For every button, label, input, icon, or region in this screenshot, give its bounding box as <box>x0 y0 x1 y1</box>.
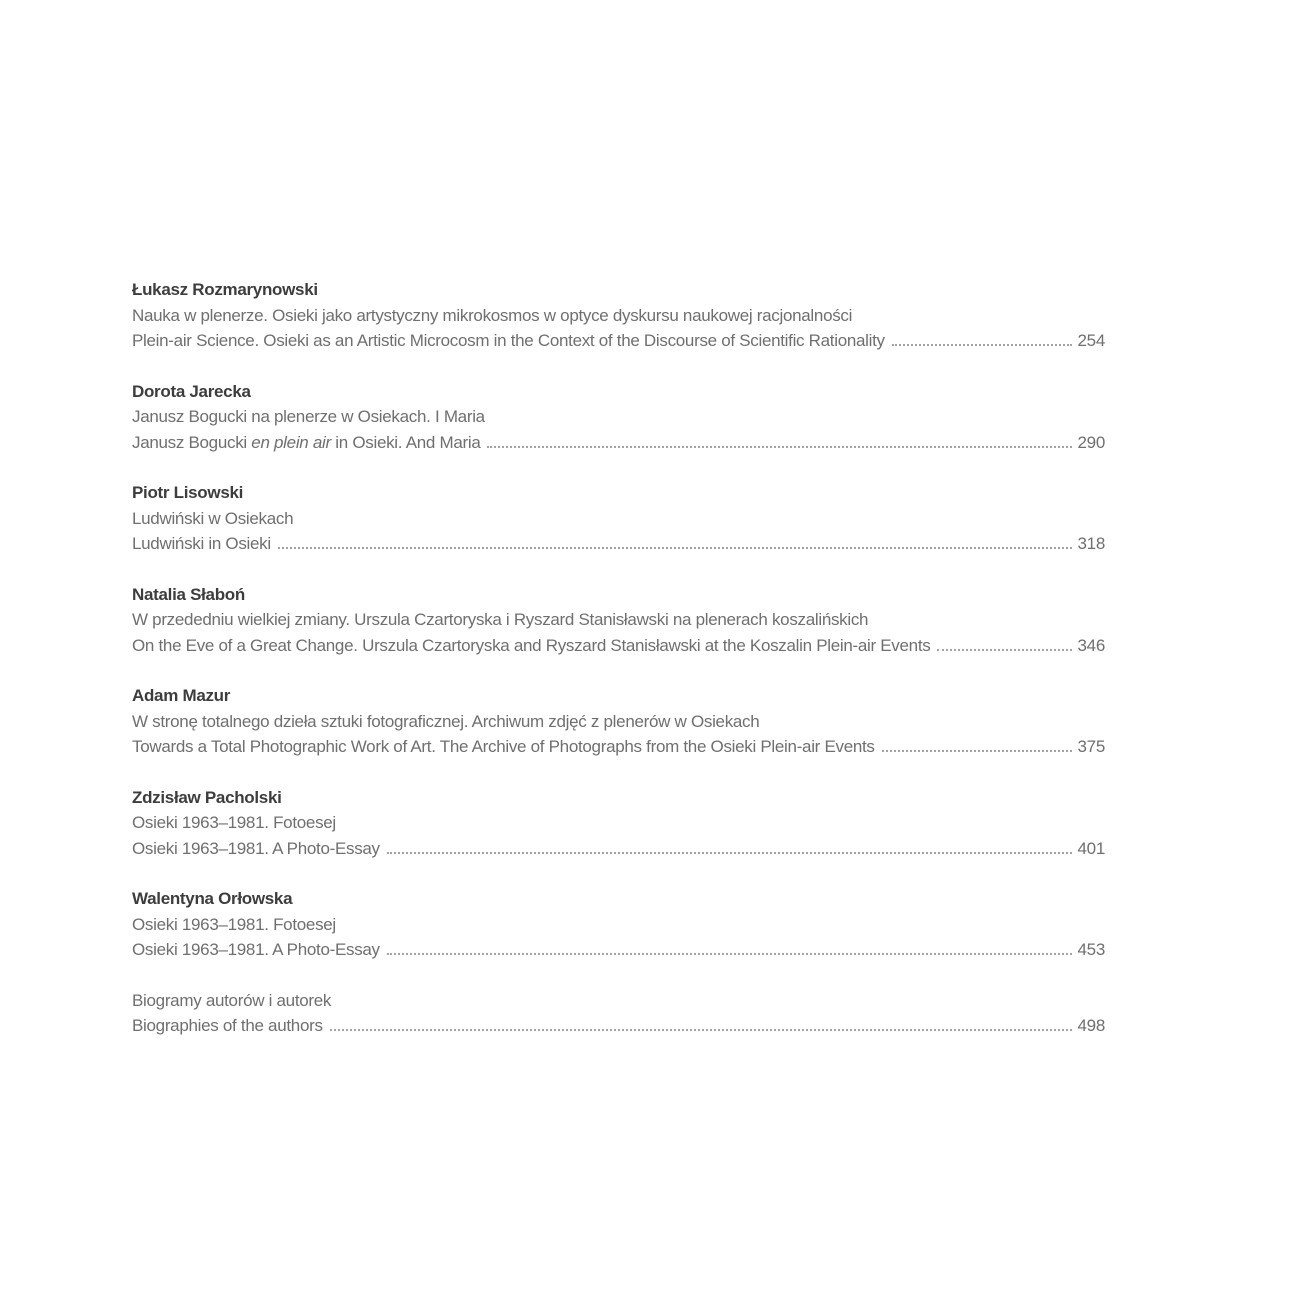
toc-entry <box>132 277 1105 354</box>
toc-title-english-row <box>132 1013 1105 1039</box>
toc-author: Piotr Lisowski <box>132 483 244 502</box>
table-of-contents <box>132 277 1105 1064</box>
toc-page-number: 346 <box>1077 635 1105 655</box>
dot-leader <box>937 646 1071 651</box>
toc-page-number: 401 <box>1077 838 1105 858</box>
toc-author: Walentyna Orłowska <box>132 889 293 908</box>
toc-title-english: Osieki 1963–1981. A Photo-Essay <box>132 838 380 858</box>
toc-title-english: On the Eve of a Great Change. Urszula Czartoryska and Ryszard Stanisławski at the Koszalin Plein-air Events <box>132 635 931 655</box>
toc-title-polish: Biogramy autorów i autorek <box>132 990 332 1010</box>
toc-title-english-row <box>132 430 1105 456</box>
toc-entry <box>132 480 1105 557</box>
toc-page-number: 375 <box>1077 737 1105 756</box>
toc-title-english-italic: en plein air <box>251 432 331 452</box>
toc-page-number: 254 <box>1077 331 1105 350</box>
dot-leader <box>330 1026 1072 1031</box>
toc-title-english-row <box>132 836 1105 862</box>
toc-title-english: Janusz Bogucki <box>132 432 252 452</box>
toc-title-polish: W stronę totalnego dzieła sztuki fotograficznej. Archiwum zdjęć z plenerów w Osiekach <box>132 711 760 731</box>
toc-title-polish: Janusz Bogucki na plenerze w Osiekach. I Maria <box>132 407 485 426</box>
toc-title-english: Towards a Total Photographic Work of Art. The Archive of Photographs from the Osieki Plein-air Events <box>132 737 875 756</box>
toc-title-english-row <box>132 328 1105 354</box>
toc-title-english: Biographies of the authors <box>132 1016 323 1035</box>
toc-entry <box>132 582 1105 659</box>
toc-title-polish: Nauka w plenerze. Osieki jako artystyczny mikrokosmos w optyce dyskursu naukowej racjonalności <box>132 305 853 325</box>
toc-title-polish: Ludwiński w Osiekach <box>132 508 294 528</box>
toc-entry <box>132 683 1105 760</box>
toc-author: Natalia Słaboń <box>132 584 245 604</box>
toc-title-polish: W przededniu wielkiej zmiany. Urszula Czartoryska i Ryszard Stanisławski na plenerach koszalińskich <box>132 610 869 629</box>
toc-title-english: Osieki 1963–1981. A Photo-Essay <box>132 940 380 959</box>
toc-title-english-row <box>132 734 1105 760</box>
dot-leader <box>892 341 1072 346</box>
toc-title-polish: Osieki 1963–1981. Fotoesej <box>132 914 336 934</box>
toc-title-english-row <box>132 531 1105 557</box>
toc-author: Zdzisław Pacholski <box>132 787 282 807</box>
toc-page-number: 453 <box>1077 940 1105 959</box>
toc-page-number: 318 <box>1077 534 1105 553</box>
dot-leader <box>278 544 1072 549</box>
dot-leader <box>387 950 1072 955</box>
toc-entry <box>132 785 1105 862</box>
toc-title-english: Ludwiński in Osieki <box>132 534 271 553</box>
toc-title-english-row <box>132 633 1105 659</box>
dot-leader <box>487 443 1071 448</box>
toc-author: Adam Mazur <box>132 686 231 705</box>
dot-leader <box>882 747 1072 752</box>
toc-entry <box>132 379 1105 456</box>
toc-author: Łukasz Rozmarynowski <box>132 280 318 299</box>
toc-page-number: 498 <box>1077 1016 1105 1035</box>
toc-entry <box>132 886 1105 963</box>
toc-title-polish: Osieki 1963–1981. Fotoesej <box>132 813 336 832</box>
toc-title-english-post: in Osieki. And Maria <box>330 432 481 452</box>
toc-title-english-row <box>132 937 1105 963</box>
toc-page-number: 290 <box>1077 432 1105 452</box>
toc-author: Dorota Jarecka <box>132 381 251 401</box>
toc-entry-biographies <box>132 988 1105 1039</box>
dot-leader <box>387 849 1072 854</box>
toc-title-english: Plein-air Science. Osieki as an Artistic Microcosm in the Context of the Discourse of Scientific Rationality <box>132 331 885 350</box>
